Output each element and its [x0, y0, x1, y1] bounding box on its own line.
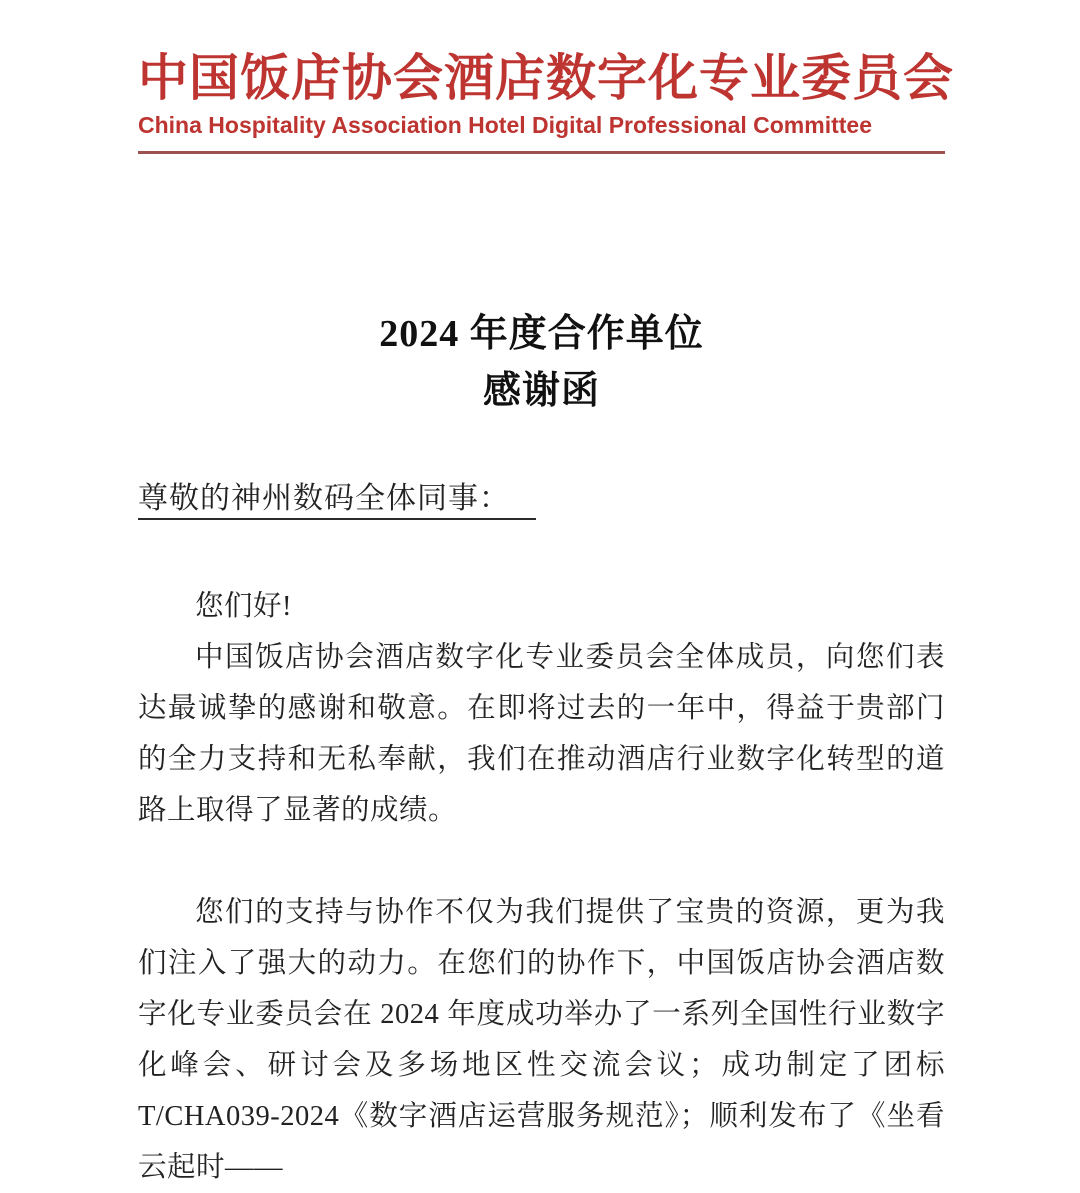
letter-title-line2: 感谢函 [482, 369, 600, 412]
letter-title [138, 306, 945, 420]
letter-title-line1: 2024 年度合作单位 [379, 312, 704, 355]
org-name-chinese: 中国饭店协会酒店数字化专业委员会 [138, 50, 954, 106]
salutation-row [138, 480, 945, 523]
letter-paragraph-1: 中国饭店协会酒店数字化专业委员会全体成员，向您们表达最诚挚的感谢和敬意。在即将过去的一年中，得益于贵部门的全力支持和无私奉献，我们在推动酒店行业数字化转型的道路上取得了显著的成绩。 [138, 641, 945, 826]
letterhead [138, 50, 954, 154]
greeting-line: 您们好! [195, 590, 292, 622]
letter-paragraph-2: 您们的支持与协作不仅为我们提供了宝贵的资源，更为我们注入了强大的动力。在您们的协作下，中国饭店协会酒店数字化专业委员会在 2024 年度成功举办了一系列全国性行业数字化峰会、研讨会及多场地区性交流会议；成功制定了团标 T/CHA039-2024《数字酒店运营服务规范》；顺利发布了《坐看云起时—— [138, 896, 945, 1183]
letterhead-divider [138, 151, 945, 154]
salutation: 尊敬的神州数码全体同事： [138, 482, 536, 520]
org-name-english: China Hospitality Association Hotel Digital Professional Committee [138, 111, 872, 138]
